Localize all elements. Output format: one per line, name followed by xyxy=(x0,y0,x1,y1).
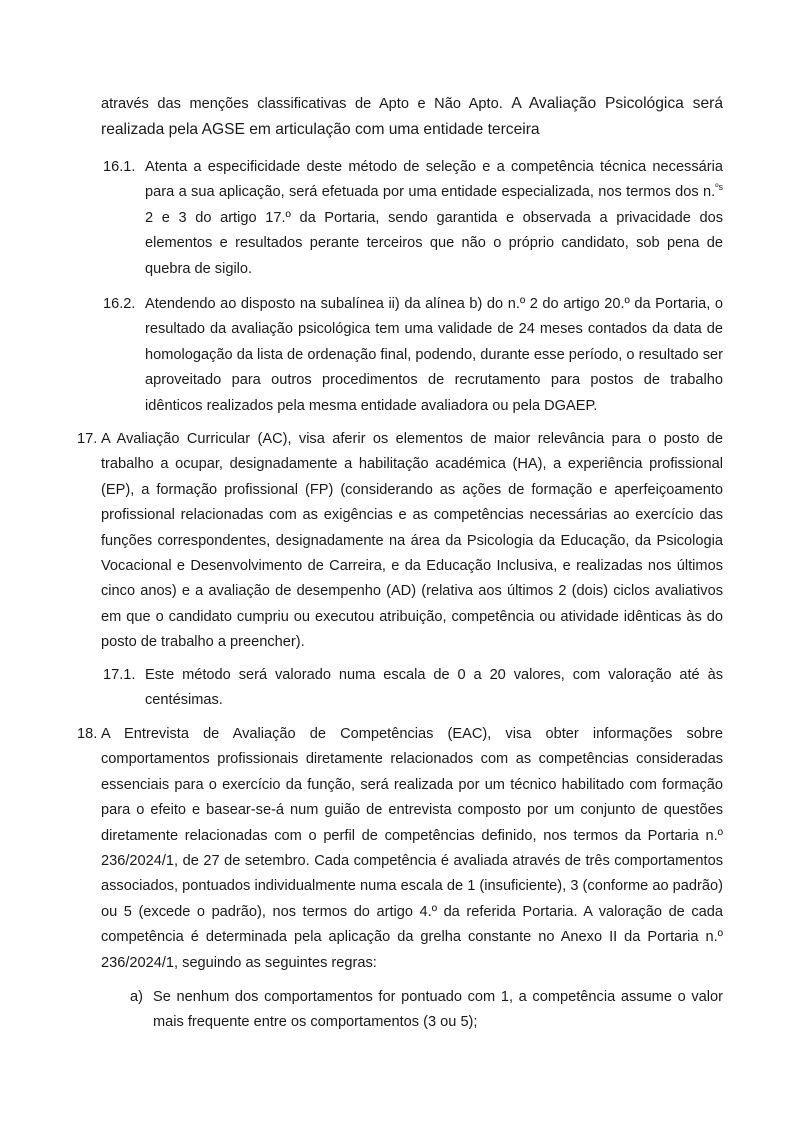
intro-text-part2: A Avaliação Psicológica será realizada pela AGSE em articulação com uma entidade terceira xyxy=(101,95,723,138)
intro-text-part1: através das menções classificativas de Apto e Não Apto. xyxy=(101,96,503,112)
item-number-17-1: 17.1. xyxy=(103,667,136,683)
item-number-17: 17. xyxy=(77,431,98,447)
item-text-a: Se nenhum dos comportamentos for pontuado com 1, a competência assume o valor mais frequente entre os comportamentos (3 ou 5); xyxy=(153,989,723,1031)
item-text-17: A Avaliação Curricular (AC), visa aferir os elementos de maior relevância para o posto de trabalho a ocupar, designadamente a habilitação académica (HA), a experiência profissional (EP), a formação profissional (FP) (considerando as ações de formação e aperfeiçoamento profissional relacionadas com as exigências e as competências necessárias ao exercício das funções correspondentes, designadamente na área da Psicologia da Educação, da Psicologia Vocacional e Desenvolvimento de Carreira, e da Educação Inclusiva, e realizadas nos últimos cinco anos) e a avaliação de desempenho (AD) (relativa aos últimos 2 (dois) ciclos avaliativos em que o candidato cumpriu ou executou atribuição, competência ou atividade idênticas às do posto de trabalho a preencher). xyxy=(101,431,723,651)
item-text-16-1-b: 2 e 3 do artigo 17.º da Portaria, sendo garantida e observada a privacidade dos elementos e resultados perante terceiros que não o próprio candidato, sob pena de quebra de sigilo. xyxy=(145,209,723,277)
item-number-18: 18. xyxy=(77,726,98,742)
item-text-16-2: Atendendo ao disposto na subalínea ii) da alínea b) do n.º 2 do artigo 20.º da Portaria, o resultado da avaliação psicológica tem uma validade de 24 meses contados da data de homologação da lista de ordenação final, podendo, durante esse período, o resultado ser aproveitado para outros procedimentos de recrutamento para postos de trabalho idênticos realizados pela mesma entidade avaliadora ou pela DGAEP. xyxy=(145,296,723,414)
item-letter-a: a) xyxy=(130,989,143,1005)
item-text-17-1: Este método será valorado numa escala de 0 a 20 valores, com valoração até às centésimas. xyxy=(145,667,723,709)
item-text-16-1-a: Atenta a especificidade deste método de seleção e a competência técnica necessária para a sua aplicação, será efetuada por uma entidade especializada, nos termos dos n. xyxy=(145,159,723,201)
item-number-16-1: 16.1. xyxy=(103,159,136,175)
intro-paragraph xyxy=(101,91,723,143)
item-text-16-1 xyxy=(145,155,723,282)
item-text-18: A Entrevista de Avaliação de Competências (EAC), visa obter informações sobre comportamentos profissionais diretamente relacionados com as competências consideradas essenciais para o exercício da função, será realizada por um técnico habilitado com formação para o efeito e basear-se-á num guião de entrevista composto por um conjunto de questões diretamente relacionadas com o perfil de competências definido, nos termos da Portaria n.º 236/2024/1, de 27 de setembro. Cada competência é avaliada através de três comportamentos associados, pontuados individualmente numa escala de 1 (insuficiente), 3 (conforme ao padrão) ou 5 (excede o padrão), nos termos do artigo 4.º da referida Portaria. A valoração de cada competência é determinada pela aplicação da grelha constante no Anexo II da Portaria n.º 236/2024/1, seguindo as seguintes regras: xyxy=(101,726,723,971)
item-number-16-2: 16.2. xyxy=(103,296,136,312)
plural-superscript: ºs xyxy=(715,182,723,193)
